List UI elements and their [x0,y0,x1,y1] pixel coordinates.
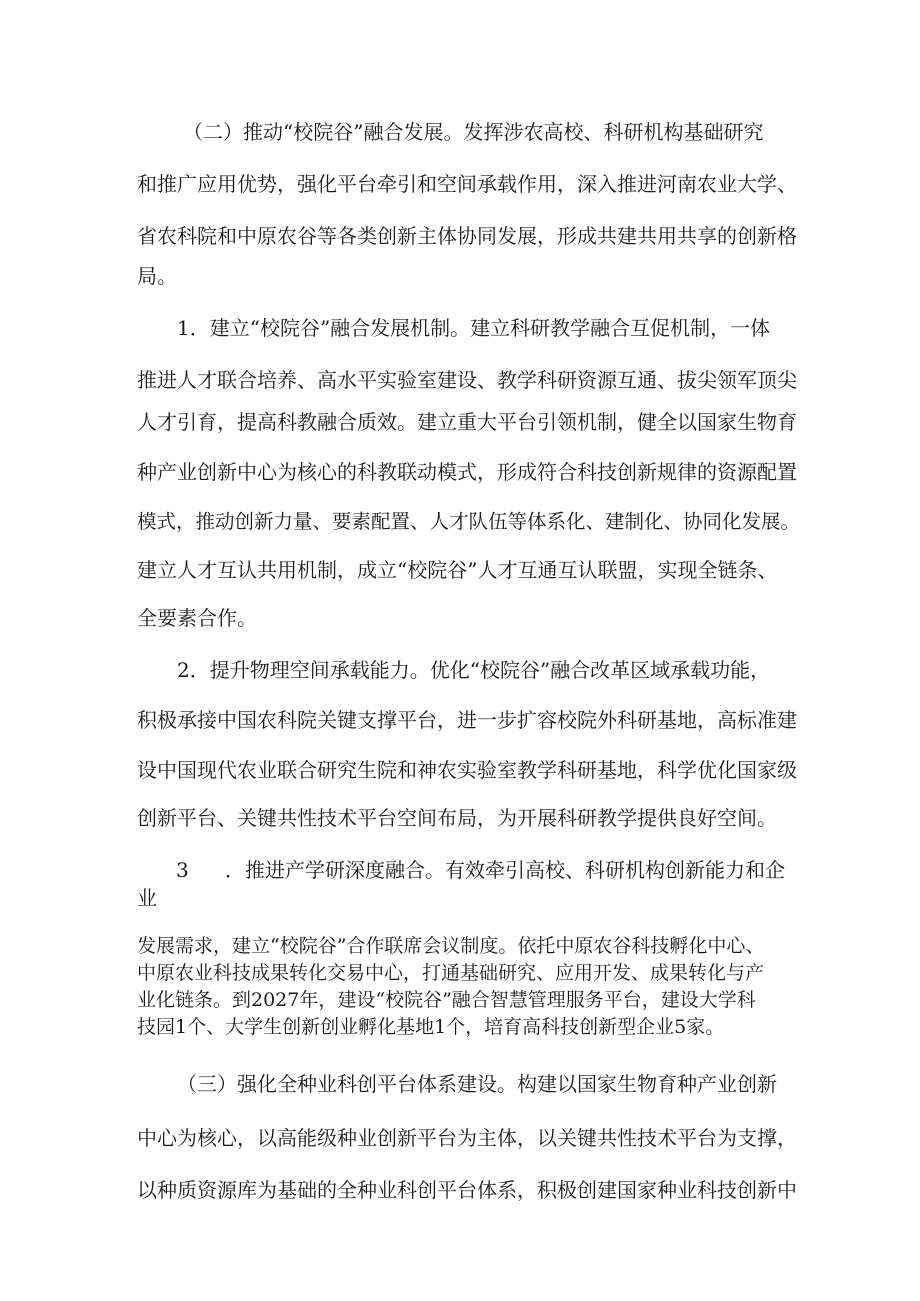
paragraph-line: 创新平台、关键共性技术平台空间布局，为开展科研教学提供良好空间。 [137,806,777,830]
paragraph-line: 推进人才联合培养、高水平实验室建设、教学科研资源互通、拔尖领军顶尖 [137,368,797,392]
item-3-number: 3 [176,858,189,882]
paragraph-line: 人才引育，提高科教融合质效。建立重大平台引领机制，健全以国家生物育 [137,410,797,434]
paragraph-line: 种产业创新中心为核心的科教联动模式，形成符合科技创新规律的资源配置 [137,460,797,484]
paragraph-line: ．推进产学研深度融合。有效牵引高校、科研机构创新能力和企 [225,858,785,882]
paragraph-line: 模式，推动创新力量、要素配置、人才队伍等体系化、建制化、协同化发展。 [137,510,801,533]
paragraph-line: 业化链条。到2027年，建设“校院谷”融合智慧管理服务平台，建设大学科 [137,989,756,1011]
paragraph-line: 设中国现代农业联合研究生院和神农实验室教学科研基地，科学优化国家级 [137,758,797,782]
paragraph-line: 局。 [137,264,177,288]
paragraph-line: 2．提升物理空间承载能力。优化“校院谷”融合改革区域承载功能， [177,658,771,682]
paragraph-line: 发展需求，建立“校院谷”合作联席会议制度。依托中原农谷科技孵化中心、 [137,935,765,957]
paragraph-line: 和推广应用优势，强化平台牵引和空间承载作用，深入推进河南农业大学、 [137,172,797,196]
paragraph-line: 中心为核心，以高能级种业创新平台为主体，以关键共性技术平台为支撑， [137,1126,797,1150]
paragraph-line: 技园1个、大学生创新创业孵化基地1个，培育高科技创新型企业5家。 [137,1016,725,1038]
paragraph-line: （三）强化全种业科创平台体系建设。构建以国家生物育种产业创新 [177,1072,777,1096]
paragraph-line: 全要素合作。 [137,606,257,630]
paragraph-line: 业 [137,886,157,910]
paragraph-line: （二）推动“校院谷”融合发展。发挥涉农高校、科研机构基础研究 [183,120,764,144]
paragraph-line: 省农科院和中原农谷等各类创新主体协同发展，形成共建共用共享的创新格 [137,224,797,248]
paragraph-line: 积极承接中国农科院关键支撑平台，进一步扩容校院外科研基地，高标准建 [137,708,797,732]
paragraph-line: 中原农业科技成果转化交易中心，打通基础研究、应用开发、成果转化与产 [137,962,765,984]
paragraph-line: 以种质资源库为基础的全种业科创平台体系，积极创建国家种业科技创新中 [137,1178,797,1202]
paragraph-line: 建立人才互认共用机制，成立“校院谷”人才互通互认联盟，实现全链条、 [137,558,778,582]
paragraph-line: 1．建立“校院谷”融合发展机制。建立科研教学融合互促机制，一体 [177,316,771,340]
